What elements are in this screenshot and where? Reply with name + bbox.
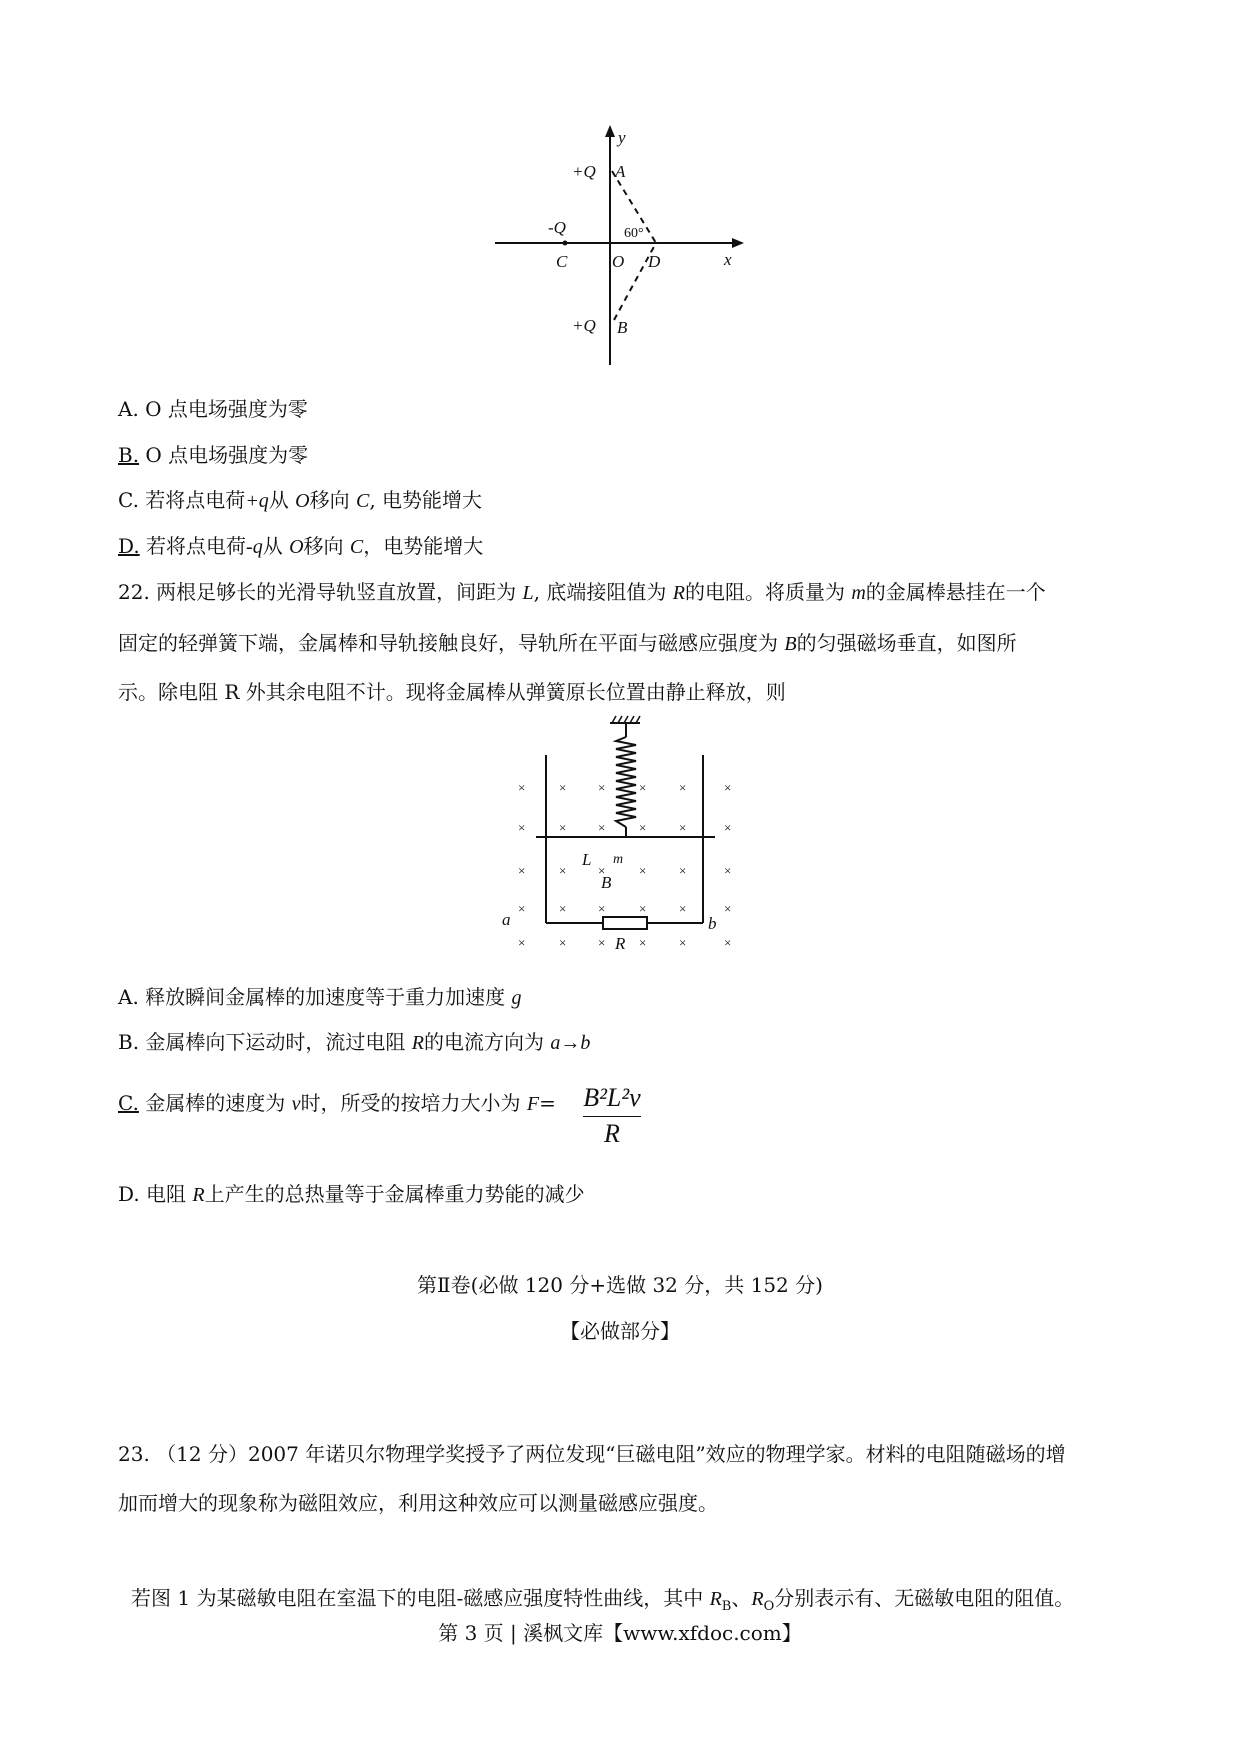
field-cross: × (518, 863, 526, 878)
label-B: B (617, 318, 628, 337)
field-cross: × (598, 901, 606, 916)
q23-RB: R (709, 1588, 722, 1610)
q22-b-dir: a→b (550, 1032, 591, 1054)
q22-l2-pre: 固定的轻弹簧下端，金属棒和导轨接触良好，导轨所在平面与磁感应强度为 (118, 631, 785, 655)
q21-c-o: O (295, 490, 310, 512)
label-B-field: B (601, 873, 612, 892)
point-C (563, 241, 568, 246)
charges-figure (490, 125, 750, 375)
label-C: C (556, 252, 568, 271)
q21-option-d-label: D. (118, 534, 140, 558)
q22-option-c-label: C. (118, 1091, 139, 1115)
q22-l2-post: 的匀强磁场垂直，如图所 (796, 631, 1017, 655)
field-cross: × (598, 863, 606, 878)
q22-option-b (118, 1030, 590, 1055)
label-A: A (615, 162, 626, 181)
q23-line-2: 加而增大的现象称为磁阻效应，利用这种效应可以测量磁感应强度。 (118, 1491, 718, 1515)
section-subtitle: 【必做部分】 (560, 1319, 680, 1343)
q21-option-d (118, 534, 483, 559)
label-mq: -Q (548, 218, 566, 237)
label-pq-bot: +Q (572, 316, 596, 335)
field-cross: × (679, 863, 687, 878)
y-arrow (605, 125, 615, 137)
ceiling-hatch (612, 716, 640, 723)
spring (616, 737, 636, 827)
q22-l1-post: 的金属棒悬挂在一个 (865, 580, 1046, 604)
q23-line-3 (131, 1586, 1074, 1619)
field-cross: × (598, 820, 606, 835)
q21-option-b (118, 443, 308, 467)
field-cross: × (598, 935, 606, 950)
q22-l1-m: m (851, 582, 866, 604)
q22-l1-R: R (672, 582, 685, 604)
q22-formula-denominator: R (604, 1119, 620, 1148)
field-cross: × (518, 820, 526, 835)
q23-line-1: 23. （12 分）2007 年诺贝尔物理学奖授予了两位发现“巨磁电阻”效应的物理学家。材料的电阻随磁场的增 (118, 1442, 1066, 1466)
q22-l1-mid: , 底端接阻值为 (533, 580, 673, 604)
q22-c-pre: 金属棒的速度为 (138, 1091, 292, 1115)
label-x: x (724, 250, 732, 269)
field-cross: × (639, 901, 647, 916)
rail-figure (502, 715, 745, 965)
q21-c-mid2: 移向 (309, 488, 356, 512)
label-b: b (708, 914, 717, 933)
q21-c-c: C (355, 490, 370, 512)
q22-option-c (118, 1091, 556, 1116)
label-R-resistor: R (615, 934, 626, 953)
field-cross: × (679, 901, 687, 916)
q22-b-pre: B. 金属棒向下运动时，流过电阻 (118, 1030, 412, 1054)
q22-option-d (118, 1182, 585, 1207)
label-a: a (502, 910, 511, 929)
q22-a-g: g (511, 987, 522, 1009)
label-m: m (613, 852, 624, 867)
page-footer: 第 3 页 | 溪枫文库【www.xfdoc.com】 (438, 1621, 802, 1645)
q22-d-pre: D. 电阻 (118, 1182, 193, 1206)
field-cross: × (679, 780, 687, 795)
q22-a-pre: A. 释放瞬间金属棒的加速度等于重力加速度 (118, 985, 512, 1009)
q22-l1-pre: 22. 两根足够长的光滑导轨竖直放置，间距为 (118, 580, 523, 604)
q21-d-c: C (349, 536, 364, 558)
q22-line-3: 示。除电阻 R 外其余电阻不计。现将金属棒从弹簧原长位置由静止释放，则 (118, 680, 786, 704)
q22-c-F: F (526, 1093, 540, 1115)
q22-l1-mid2: 的电阻。将质量为 (684, 580, 852, 604)
q23-l3-pre: 若图 1 为某磁敏电阻在室温下的电阻-磁感应强度特性曲线，其中 (131, 1586, 710, 1610)
q22-formula-bar (583, 1116, 641, 1117)
magnetic-field-crosses (518, 780, 731, 950)
q21-option-b-label: B. (118, 443, 140, 467)
q22-line-1 (118, 580, 1046, 605)
field-cross: × (679, 820, 687, 835)
q21-d-mid2: 移向 (303, 534, 350, 558)
label-O: O (612, 252, 625, 271)
q22-option-a (118, 985, 522, 1010)
q22-l1-L: L (522, 582, 534, 604)
field-cross: × (518, 901, 526, 916)
q21-c-post: , 电势能增大 (369, 488, 483, 512)
field-cross: × (518, 780, 526, 795)
field-cross: × (679, 935, 687, 950)
q21-c-pre: C. 若将点电荷 (118, 488, 246, 512)
label-D: D (648, 252, 661, 271)
q21-d-post: ，电势能增大 (363, 534, 484, 558)
q22-line-2 (118, 631, 1017, 656)
field-cross: × (639, 820, 647, 835)
q23-RO-sub: O (763, 1599, 775, 1614)
resistor (603, 917, 647, 929)
field-cross: × (559, 863, 567, 878)
field-cross: × (724, 780, 732, 795)
field-cross: × (639, 780, 647, 795)
q21-option-b-text: O 点电场强度为零 (139, 443, 309, 467)
q21-c-mid: 从 (268, 488, 296, 512)
field-cross: × (518, 935, 526, 950)
q21-d-pre: 若将点电荷 (139, 534, 247, 558)
q22-b-mid: 的电流方向为 (424, 1030, 551, 1054)
q22-c-mid: 时，所受的按培力大小为 (300, 1091, 527, 1115)
q21-option-c (118, 488, 482, 513)
q23-sep: 、 (731, 1586, 752, 1610)
q23-RO: R (751, 1588, 764, 1610)
label-pq-top: +Q (572, 162, 596, 181)
field-cross: × (559, 935, 567, 950)
q21-d-o: O (289, 536, 304, 558)
q22-l2-B: B (784, 633, 797, 655)
field-cross: × (598, 780, 606, 795)
q22-formula-numerator: B²L²v (583, 1083, 641, 1112)
q23-l3-post: 分别表示有、无磁敏电阻的阻值。 (774, 1586, 1075, 1610)
q22-c-v: v (291, 1093, 301, 1115)
field-cross: × (559, 780, 567, 795)
field-cross: × (724, 863, 732, 878)
q21-option-a: A. O 点电场强度为零 (118, 397, 308, 421)
q22-d-post: 上产生的总热量等于金属棒重力势能的减少 (204, 1182, 585, 1206)
field-cross: × (639, 935, 647, 950)
q22-c-eq: = (539, 1091, 556, 1115)
field-cross: × (639, 863, 647, 878)
field-cross: × (724, 935, 732, 950)
q23-RB-sub: B (721, 1599, 732, 1614)
q22-d-R: R (192, 1184, 205, 1206)
label-angle: 60° (624, 226, 644, 241)
field-cross: × (724, 820, 732, 835)
q21-c-q: +q (245, 490, 269, 512)
section-title: 第Ⅱ卷(必做 120 分+选做 32 分，共 152 分) (417, 1273, 823, 1297)
field-cross: × (559, 901, 567, 916)
q21-d-q: -q (246, 536, 263, 558)
q21-d-mid: 从 (262, 534, 290, 558)
field-cross: × (724, 901, 732, 916)
label-L: L (582, 850, 592, 869)
x-arrow (732, 238, 744, 248)
field-cross: × (559, 820, 567, 835)
q22-b-R: R (411, 1032, 424, 1054)
label-y: y (618, 128, 626, 147)
